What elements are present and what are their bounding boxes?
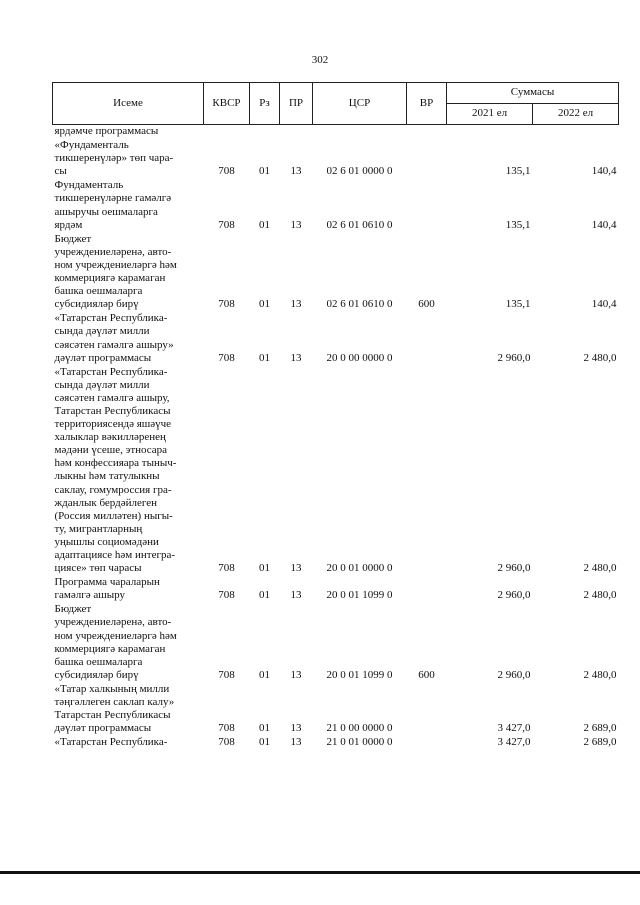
cell-vr: 600 [418,298,435,311]
cell-kvsr: 708 [218,668,235,681]
cell-sum-2022: 140,4 [591,165,617,178]
cell-kvsr: 708 [218,298,235,311]
cell-rz: 01 [259,298,270,311]
header-csr: ЦСР [313,83,407,125]
cell-vr [407,139,447,179]
cell-pr: 13 [290,736,302,749]
cell-name [53,736,204,750]
cell-pr: 13 [290,351,302,364]
page-number: 302 [311,54,329,66]
name-line: дәүләт программасы [54,722,152,735]
name-line: субсидияләр бирү [54,668,139,681]
name-line: учреждениеләренә, авто- [54,245,172,258]
cell-name [53,233,204,313]
cell-csr: 21 0 01 0000 0 [326,736,393,749]
cell-rz: 01 [259,218,270,231]
table-row [53,736,619,750]
cell-sum-2022: 2 480,0 [583,589,617,602]
cell-rz [250,125,280,140]
name-line: сәясәтен гамәлгә ашыру» [54,338,174,351]
cell-sum-2022: 2 480,0 [583,562,617,575]
cell-sum-2021: 2 960,0 [497,562,531,575]
name-line: сы [54,165,67,178]
cell-vr [407,366,447,577]
cell-vr [407,179,447,232]
cell-vr [407,312,447,365]
name-line: халыклар вәкилләренең [54,431,166,444]
name-line: лыкны һәм татулыкны [54,470,160,483]
header-sums: Суммасы [447,83,619,104]
cell-name [53,139,204,179]
cell-pr: 13 [290,165,302,178]
cell-vr [407,576,447,603]
cell-csr [313,125,407,140]
table-body [53,125,619,751]
cell-rz: 01 [259,589,270,602]
table-row [53,366,619,577]
name-line: ном учреждениеләргә һәм [54,258,177,271]
cell-csr: 20 0 01 1099 0 [326,589,393,602]
cell-rz: 01 [259,736,270,749]
name-line: башка оешмаларга [54,655,143,668]
name-line: «Татарстан Республика- [54,736,168,749]
name-line: «Татарстан Республика- [54,312,168,325]
name-line: «Татар халкының милли [54,682,170,695]
cell-kvsr [204,125,250,140]
cell-name [53,576,204,603]
table-row [53,312,619,365]
name-line: ном учреждениеләргә һәм [54,629,177,642]
name-line: сында дәүләт милли [54,378,150,391]
cell-sum-2022: 140,4 [591,218,617,231]
cell-sum-2021: 2 960,0 [497,351,531,364]
table-row [53,179,619,232]
cell-pr: 13 [290,722,302,735]
cell-name [53,312,204,365]
cell-csr: 02 6 01 0610 0 [326,218,393,231]
name-line: адаптациясе һәм интегра- [54,549,176,561]
cell-sum-2021: 135,1 [505,165,531,178]
header-kvsr: КВСР [204,83,250,125]
cell-vr [407,736,447,750]
name-line: жданлык бердәйлеген [54,496,158,509]
table-row [53,125,619,140]
cell-name [53,125,204,140]
name-line: дәүләт программасы [54,351,152,364]
name-line: субсидияләр бирү [54,298,139,311]
cell-pr: 13 [290,589,302,602]
cell-csr: 02 6 01 0000 0 [326,165,393,178]
cell-name [53,179,204,232]
cell-sum-2022: 140,4 [591,298,617,311]
cell-pr [280,125,313,140]
name-line: территориясендә яшәүче [54,418,172,431]
table-row [53,233,619,313]
name-line: Программа чараларын [54,576,160,589]
name-line: Фундаменталь [54,179,124,192]
cell-rz: 01 [259,165,270,178]
name-line: коммерциягә карамаган [54,642,166,655]
cell-vr: 600 [418,668,435,681]
cell-kvsr: 708 [218,351,235,364]
cell-vr [407,125,447,140]
cell-csr: 20 0 01 0000 0 [326,562,393,575]
cell-sum-2021: 3 427,0 [497,736,531,749]
name-line: циясе» төп чарасы [54,562,142,575]
name-line: ярдәм [54,218,83,231]
header-pr: ПР [280,83,313,125]
table-row [53,139,619,179]
cell-kvsr: 708 [218,722,235,735]
name-line: Бюджет [54,603,92,616]
cell-pr: 13 [290,218,302,231]
cell-rz: 01 [259,562,270,575]
cell-kvsr: 708 [218,736,235,749]
name-line: башка оешмаларга [54,285,143,298]
cell-name [53,683,204,736]
cell-sum-2022: 2 480,0 [583,351,617,364]
name-line: Татарстан Республикасы [54,709,171,722]
name-line: учреждениеләренә, авто- [54,616,172,629]
header-year-2022: 2022 ел [533,104,619,125]
cell-pr: 13 [290,298,302,311]
name-line: «Татарстан Республика- [54,365,168,378]
cell-rz: 01 [259,351,270,364]
table-row [53,603,619,683]
cell-sum-2022: 2 689,0 [583,736,617,749]
name-line: тикшеренүләр» төп чара- [54,152,174,165]
cell-rz: 01 [259,722,270,735]
table-row [53,576,619,603]
header-year-2021: 2021 ел [447,104,533,125]
cell-sum-2022: 2 480,0 [583,668,617,681]
header-name: Исеме [53,83,204,125]
cell-pr: 13 [290,562,302,575]
name-line: сында дәүләт милли [54,325,150,338]
name-line: (Россия милләтен) ныгы- [54,509,173,522]
cell-sum-2022 [533,125,619,140]
name-line: сәясәтен гамәлгә ашыру, [54,391,170,404]
cell-csr: 20 0 01 1099 0 [326,668,393,681]
cell-sum-2021: 2 960,0 [497,589,531,602]
cell-name [53,366,204,577]
budget-table [52,82,619,750]
cell-kvsr: 708 [218,218,235,231]
name-line: һәм конфессияара тыныч- [54,457,177,470]
name-line: гамәлгә ашыру [54,589,125,602]
cell-rz: 01 [259,668,270,681]
cell-csr: 21 0 00 0000 0 [326,722,393,735]
header-rz: Рз [250,83,280,125]
table-row [53,683,619,736]
name-line: Бюджет [54,232,92,245]
name-line: коммерциягә карамаган [54,272,166,285]
cell-sum-2021: 2 960,0 [497,668,531,681]
name-line: тәңгәллеген саклап калу» [54,696,175,709]
name-line: саклау, гомумроссия гра- [54,483,172,496]
name-line: Татарстан Республикасы [54,404,171,417]
name-line: мәдәни үсеше, этносара [54,444,168,457]
cell-name [53,603,204,683]
header-vr: ВР [407,83,447,125]
cell-kvsr: 708 [218,562,235,575]
cell-sum-2021: 3 427,0 [497,722,531,735]
cell-sum-2021 [447,125,533,140]
cell-sum-2021: 135,1 [505,298,531,311]
cell-pr: 13 [290,668,302,681]
bottom-rule [0,871,640,874]
name-line: уңышлы социомәдәни [54,535,159,548]
name-line: ашыручы оешмаларга [54,205,158,218]
name-line: ту, мигрантларның [54,522,143,535]
cell-sum-2021: 135,1 [505,218,531,231]
cell-csr: 02 6 01 0610 0 [326,298,393,311]
name-line: тикшеренүләрне гамәлгә [54,192,172,205]
cell-kvsr: 708 [218,589,235,602]
name-line: ярдәмче программасы [54,125,159,137]
cell-sum-2022: 2 689,0 [583,722,617,735]
name-line: «Фундаменталь [54,139,129,152]
cell-vr [407,683,447,736]
cell-kvsr: 708 [218,165,235,178]
cell-csr: 20 0 00 0000 0 [326,351,393,364]
